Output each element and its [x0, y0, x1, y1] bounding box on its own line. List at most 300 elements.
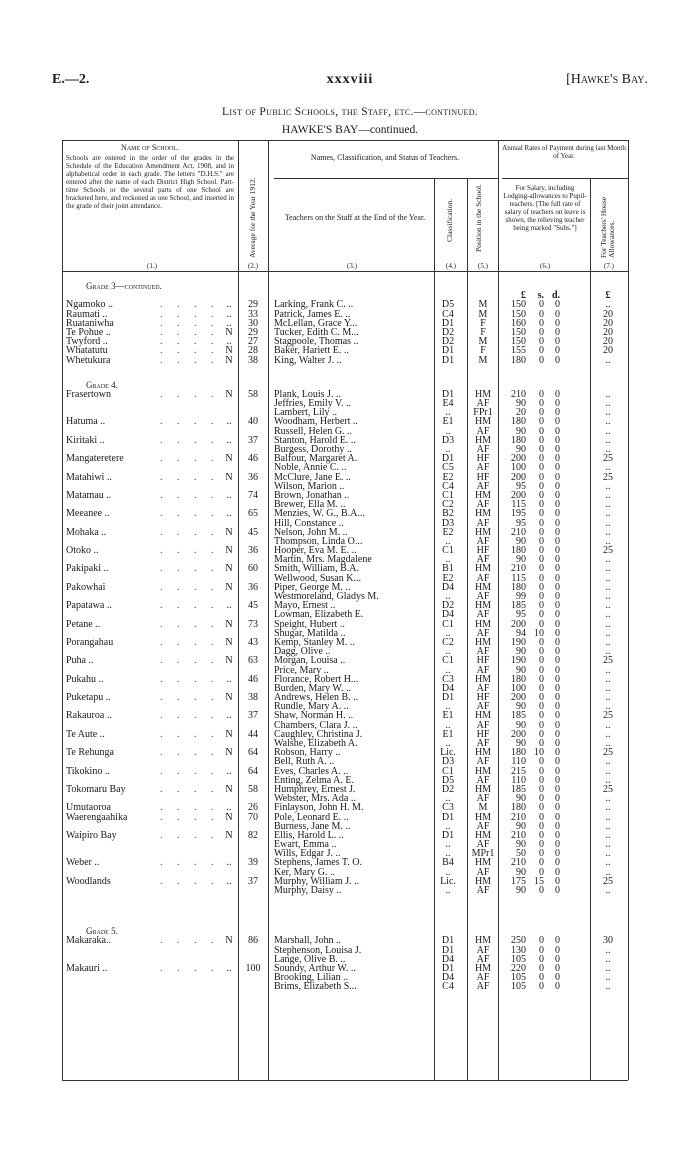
salary-pence: 0 — [555, 563, 560, 575]
classification: .. — [445, 820, 451, 832]
leader-dots: . . . . — [160, 811, 220, 823]
classification: C2 — [442, 636, 454, 648]
salary-pounds: 210 — [511, 829, 526, 841]
classification: C1 — [442, 655, 454, 667]
average-attendance: 43 — [248, 636, 258, 648]
house-allowance: .. — [605, 719, 611, 731]
salary-pounds: 105 — [511, 981, 526, 993]
teacher-name: Bell, Ruth A. .. — [274, 756, 335, 768]
house-allowance: £ — [605, 290, 611, 302]
salary-pounds: 90 — [516, 535, 526, 547]
teacher-name: Shaw, Norman H. .. — [274, 710, 354, 722]
classification: E4 — [442, 398, 454, 410]
salary-pounds: 99 — [516, 591, 526, 602]
salary-pence: 0 — [555, 811, 560, 823]
salary-pounds: 185 — [511, 600, 526, 612]
native-mark: .. — [226, 765, 232, 777]
house-allowance: .. — [605, 299, 611, 311]
leader-dots: . . . . — [160, 317, 220, 329]
classification: D4 — [441, 581, 455, 593]
position: AF — [476, 774, 490, 786]
salary-pounds: 180 — [511, 747, 526, 759]
position: AF — [476, 591, 490, 602]
teacher-name: Brooking, Lilian .. — [274, 972, 349, 984]
position: AF — [476, 839, 490, 851]
salary-shillings: 0 — [539, 866, 544, 878]
salary-pounds: 200 — [511, 471, 526, 483]
teacher-name: Stagpoole, Thomas .. — [274, 336, 359, 348]
teacher-name: Brown, Jonathan .. — [274, 489, 350, 501]
classification: D2 — [441, 600, 455, 612]
salary-pounds: 115 — [511, 499, 526, 511]
school-name: Woodlands — [66, 875, 111, 887]
classification: D1 — [441, 935, 455, 947]
salary-pence: 0 — [555, 388, 560, 400]
position: AF — [476, 480, 490, 492]
classification: C1 — [442, 765, 454, 777]
salary-shillings: 0 — [539, 508, 544, 520]
salary-pence: 0 — [555, 517, 560, 529]
house-allowance: .. — [605, 489, 611, 501]
average-attendance: 45 — [248, 600, 258, 612]
leader-dots: . . . . — [160, 600, 220, 612]
salary-shillings: 0 — [539, 673, 544, 685]
teacher-name: Rundle, Mary A. .. — [274, 701, 349, 713]
salary-pence: 0 — [555, 545, 560, 557]
salary-pounds: 90 — [516, 664, 526, 676]
position: MPr1 — [471, 848, 495, 860]
classification: E2 — [442, 526, 454, 538]
salary-shillings: 15 — [534, 875, 544, 887]
salary-shillings: 0 — [539, 783, 544, 795]
average-attendance: 70 — [248, 811, 258, 823]
salary-pence: 0 — [555, 756, 560, 768]
classification: .. — [445, 848, 451, 860]
position: HM — [474, 563, 492, 575]
position: AF — [476, 444, 490, 455]
salary-pence: 0 — [555, 765, 560, 777]
salary-pence: 0 — [555, 600, 560, 612]
col1-header: Name of School. — [121, 143, 179, 152]
classification: E1 — [442, 728, 454, 740]
position: HF — [476, 655, 490, 667]
classification: .. — [445, 793, 451, 805]
col2-header: Average for the Year 1912. — [248, 177, 257, 258]
classification: D2 — [441, 783, 455, 795]
average-attendance: 36 — [248, 545, 258, 557]
classification: .. — [445, 866, 451, 878]
classification: D4 — [441, 609, 455, 621]
classification: D3 — [441, 756, 455, 768]
salary-shillings: 0 — [539, 848, 544, 860]
average-attendance: 45 — [248, 526, 258, 538]
position: M — [478, 299, 488, 311]
salary-shillings: 0 — [539, 499, 544, 511]
salary-pence: 0 — [555, 646, 560, 658]
salary-shillings: 0 — [539, 692, 544, 704]
salary-pounds: 190 — [511, 636, 526, 648]
salary-shillings: 0 — [539, 336, 544, 348]
average-attendance: 33 — [248, 308, 258, 320]
salary-shillings: 0 — [539, 774, 544, 786]
position: AF — [476, 398, 490, 410]
native-mark: N — [225, 692, 233, 704]
salary-pounds: 200 — [511, 728, 526, 740]
house-allowance: .. — [605, 581, 611, 593]
house-allowance: 20 — [603, 308, 613, 320]
classification: C1 — [442, 618, 454, 630]
salary-shillings: 0 — [539, 572, 544, 584]
classification: D4 — [441, 682, 455, 694]
region-label: [Hawke's Bay. — [566, 72, 648, 87]
classification: E1 — [442, 416, 454, 428]
leader-dots: . . . . — [160, 636, 220, 648]
salary-shillings: 0 — [539, 471, 544, 483]
school-name: Pakipaki .. — [66, 563, 109, 575]
native-mark: N — [225, 655, 233, 667]
average-attendance: 29 — [248, 326, 258, 338]
salary-pounds: 115 — [511, 572, 526, 584]
salary-shillings: 0 — [539, 609, 544, 621]
house-allowance: .. — [605, 811, 611, 823]
table-subtitle: HAWKE'S BAY—continued. — [281, 124, 419, 136]
house-allowance: .. — [605, 664, 611, 676]
average-attendance: 37 — [248, 434, 258, 446]
position: HM — [474, 875, 492, 887]
salary-shillings: 0 — [539, 416, 544, 428]
classification: .. — [445, 701, 451, 713]
classification: C4 — [442, 480, 454, 492]
house-allowance: .. — [605, 673, 611, 685]
average-attendance: 63 — [248, 655, 258, 667]
position: HF — [476, 453, 490, 465]
teacher-name: Lambert, Lily .. — [274, 407, 338, 419]
rule-head-bottom — [62, 271, 628, 272]
salary-pence: 0 — [555, 857, 560, 869]
salary-shillings: 0 — [539, 820, 544, 832]
classification: C1 — [442, 545, 454, 557]
native-mark: .. — [226, 434, 232, 446]
classification: C1 — [442, 489, 454, 501]
house-allowance: .. — [605, 944, 611, 956]
salary-pounds: 250 — [511, 935, 526, 947]
classification: D5 — [441, 299, 455, 311]
salary-pence: 0 — [555, 572, 560, 584]
teacher-name: Stanton, Harold E. .. — [274, 434, 356, 446]
salary-pence: 0 — [555, 308, 560, 320]
position: AF — [476, 664, 490, 676]
native-mark: N — [225, 811, 233, 823]
teacher-name: Lange, Olive B. .. — [274, 953, 346, 965]
native-mark: N — [225, 581, 233, 593]
teacher-name: Lowman, Elizabeth E. — [274, 609, 364, 621]
leader-dots: . . . . — [160, 710, 220, 722]
position: HM — [474, 962, 492, 974]
salary-pence: 0 — [555, 591, 560, 602]
teacher-name: King, Walter J. .. — [274, 354, 342, 366]
salary-pounds: 185 — [511, 783, 526, 795]
position: AF — [476, 793, 490, 805]
salary-shillings: 0 — [539, 425, 544, 437]
salary-pounds: 90 — [516, 738, 526, 749]
salary-pounds: 180 — [511, 545, 526, 557]
classification: D3 — [441, 434, 455, 446]
teacher-name: Andrews, Helen B. .. — [274, 692, 359, 704]
school-name: Whetukura — [66, 354, 111, 366]
position: HF — [476, 692, 490, 704]
teacher-name: Russell, Helen G. .. — [274, 425, 353, 437]
salary-pence: 0 — [555, 609, 560, 621]
salary-pounds: 200 — [511, 692, 526, 704]
salary-shillings: 0 — [539, 407, 544, 419]
house-allowance: .. — [605, 646, 611, 658]
teacher-name: Price, Mary .. — [274, 664, 329, 676]
average-attendance: 64 — [248, 747, 258, 759]
native-mark: .. — [226, 710, 232, 722]
salary-shillings: 0 — [539, 489, 544, 501]
leader-dots: . . . . — [160, 308, 220, 320]
classification: D1 — [441, 354, 455, 366]
school-name: Ruataniwha — [66, 317, 114, 329]
salary-pounds: 220 — [511, 962, 526, 974]
classification: B1 — [442, 563, 454, 575]
salary-pounds: 150 — [511, 326, 526, 338]
classification: .. — [445, 738, 451, 749]
salary-pounds: 90 — [516, 820, 526, 832]
school-name: Weber .. — [66, 857, 100, 869]
salary-pounds: 90 — [516, 839, 526, 851]
average-attendance: 58 — [248, 388, 258, 400]
salary-shillings: 0 — [539, 728, 544, 740]
classification: D1 — [441, 829, 455, 841]
school-name: Otoko .. — [66, 545, 99, 557]
average-attendance: 65 — [248, 508, 258, 520]
classification: .. — [445, 664, 451, 676]
teacher-name: Finlayson, John H. M. — [274, 802, 364, 814]
classification: .. — [445, 444, 451, 455]
teacher-name: Morgan, Louisa .. — [274, 655, 346, 667]
leader-dots: . . . . — [160, 336, 220, 348]
house-allowance: .. — [605, 885, 611, 896]
native-mark: .. — [226, 336, 232, 348]
house-allowance: .. — [605, 591, 611, 602]
classification: .. — [445, 646, 451, 658]
native-mark: N — [225, 345, 233, 357]
house-allowance: 25 — [603, 471, 613, 483]
average-attendance: 28 — [248, 345, 258, 357]
teacher-name: Murphy, Daisy .. — [274, 885, 342, 896]
salary-shillings: 0 — [539, 839, 544, 851]
school-name: Waipiro Bay — [66, 829, 117, 841]
salary-pounds: 90 — [516, 793, 526, 805]
average-attendance: 40 — [248, 416, 258, 428]
salary-pounds: 90 — [516, 885, 526, 896]
position: AF — [476, 719, 490, 731]
teacher-name: Soundy, Arthur W. .. — [274, 962, 356, 974]
house-allowance: 20 — [603, 345, 613, 357]
house-allowance: .. — [605, 499, 611, 511]
house-allowance: .. — [605, 407, 611, 419]
position: HM — [474, 618, 492, 630]
salary-shillings: 0 — [539, 462, 544, 474]
position: AF — [476, 517, 490, 529]
salary-pounds: 100 — [511, 462, 526, 474]
teacher-name: Burgess, Dorothy .. — [274, 444, 352, 455]
teacher-name: Stephenson, Louisa J. — [274, 944, 362, 956]
salary-shillings: 0 — [539, 444, 544, 455]
teacher-name: Chambers, Clara J. .. — [274, 719, 358, 731]
native-mark: .. — [226, 962, 232, 974]
salary-shillings: 0 — [539, 618, 544, 630]
teacher-name: Shugar, Matilda .. — [274, 627, 346, 639]
salary-shillings: 10 — [534, 627, 544, 639]
house-allowance: .. — [605, 981, 611, 993]
classification: D4 — [441, 972, 455, 984]
vrule-7 — [628, 140, 629, 1080]
salary-shillings: 0 — [539, 972, 544, 984]
position: HM — [474, 489, 492, 501]
table-row — [62, 886, 628, 895]
position: AF — [476, 535, 490, 547]
house-allowance: .. — [605, 765, 611, 777]
salary-shillings: 0 — [539, 398, 544, 410]
house-allowance: .. — [605, 636, 611, 648]
salary-pence: 0 — [555, 354, 560, 366]
salary-pence: 0 — [555, 345, 560, 357]
classification: D2 — [441, 336, 455, 348]
house-allowance: .. — [605, 444, 611, 455]
average-attendance: 36 — [248, 581, 258, 593]
salary-pounds: 195 — [511, 508, 526, 520]
salary-pence: 0 — [555, 935, 560, 947]
salary-pounds: 90 — [516, 444, 526, 455]
house-allowance: .. — [605, 962, 611, 974]
classification: .. — [445, 425, 451, 437]
average-attendance: 73 — [248, 618, 258, 630]
leader-dots: . . . . — [160, 326, 220, 338]
leader-dots: . . . . — [160, 802, 220, 814]
salary-pence: 0 — [555, 701, 560, 713]
school-name: Pukahu .. — [66, 673, 104, 685]
salary-pence: 0 — [555, 747, 560, 759]
salary-shillings: 0 — [539, 345, 544, 357]
salary-shillings: 0 — [539, 434, 544, 446]
salary-pounds: 20 — [516, 407, 526, 419]
average-attendance: 64 — [248, 765, 258, 777]
classification: C3 — [442, 802, 454, 814]
classification: .. — [445, 535, 451, 547]
salary-shillings: 0 — [539, 710, 544, 722]
salary-pence: 0 — [555, 664, 560, 676]
leader-dots: . . . . — [160, 765, 220, 777]
school-name: Te Rehunga — [66, 747, 114, 759]
teacher-name: Martin, Mrs. Magdalene — [274, 554, 372, 566]
native-mark: .. — [226, 600, 232, 612]
col4-header: Classification. — [445, 198, 454, 242]
native-mark: N — [225, 935, 233, 947]
classification: C4 — [442, 308, 454, 320]
salary-pence: 0 — [555, 526, 560, 538]
leader-dots: . . . . — [160, 563, 220, 575]
native-mark: .. — [226, 308, 232, 320]
salary-pence: 0 — [555, 581, 560, 593]
school-name: Grade 4. — [86, 379, 118, 390]
native-mark: .. — [226, 802, 232, 814]
teacher-name: Thompson, Linda O... — [274, 535, 363, 547]
salary-pence: 0 — [555, 398, 560, 410]
salary-pounds: 210 — [511, 388, 526, 400]
col6-top-header: Annual Rates of Payment during last Month of Year. — [502, 144, 626, 160]
salary-shillings: 0 — [539, 981, 544, 993]
house-allowance: .. — [605, 508, 611, 520]
house-allowance: .. — [605, 535, 611, 547]
school-name: Makauri .. — [66, 962, 108, 974]
salary-shillings: 0 — [539, 545, 544, 557]
house-allowance: .. — [605, 839, 611, 851]
table-row — [62, 982, 628, 991]
salary-shillings: 0 — [539, 563, 544, 575]
teacher-name: Jeffries, Emily V. .. — [274, 398, 351, 410]
salary-pence: 0 — [555, 425, 560, 437]
salary-pounds: 185 — [511, 710, 526, 722]
teacher-name: Eves, Charles A. .. — [274, 765, 349, 777]
leader-dots: . . . . — [160, 783, 220, 795]
average-attendance: 74 — [248, 489, 258, 501]
salary-shillings: 0 — [539, 326, 544, 338]
native-mark: N — [225, 453, 233, 465]
salary-shillings: 0 — [539, 581, 544, 593]
average-attendance: 36 — [248, 471, 258, 483]
row-spacer — [62, 895, 628, 911]
teacher-name: Noble, Annie C. .. — [274, 462, 347, 474]
teacher-name: Tucker, Edith C. M... — [274, 326, 359, 338]
salary-pounds: 200 — [511, 453, 526, 465]
leader-dots: . . . . — [160, 962, 220, 974]
salary-shillings: 0 — [539, 591, 544, 602]
position: HM — [474, 600, 492, 612]
teacher-name: Westmoreland, Gladys M. — [274, 591, 379, 602]
native-mark: .. — [226, 857, 232, 869]
teacher-name: McClure, Jane E. .. — [274, 471, 351, 483]
average-attendance: 38 — [248, 692, 258, 704]
salary-shillings: 0 — [539, 453, 544, 465]
position: F — [480, 317, 486, 329]
teacher-name: Burden, Mary W. .. — [274, 682, 351, 694]
salary-shillings: 0 — [539, 517, 544, 529]
col3-header: Teachers on the Staff at the End of the Year. — [284, 213, 426, 222]
salary-pence: 0 — [555, 416, 560, 428]
position: AF — [476, 646, 490, 658]
teacher-name: Larking, Frank C. .. — [274, 299, 354, 311]
classification: C5 — [442, 462, 454, 474]
position: M — [478, 802, 488, 814]
leader-dots: . . . . — [160, 489, 220, 501]
salary-shillings: 0 — [539, 664, 544, 676]
salary-pounds: 180 — [511, 581, 526, 593]
table-row — [62, 356, 628, 365]
salary-shillings: 0 — [539, 636, 544, 648]
house-allowance: 25 — [603, 453, 613, 465]
house-allowance: .. — [605, 425, 611, 437]
house-allowance: .. — [605, 701, 611, 713]
school-name: Whatatutu — [66, 345, 108, 357]
leader-dots: . . . . — [160, 655, 220, 667]
salary-pounds: £ — [521, 290, 526, 302]
salary-pence: 0 — [555, 774, 560, 786]
salary-pounds: 215 — [511, 765, 526, 777]
house-allowance: .. — [605, 388, 611, 400]
salary-pounds: 210 — [511, 811, 526, 823]
